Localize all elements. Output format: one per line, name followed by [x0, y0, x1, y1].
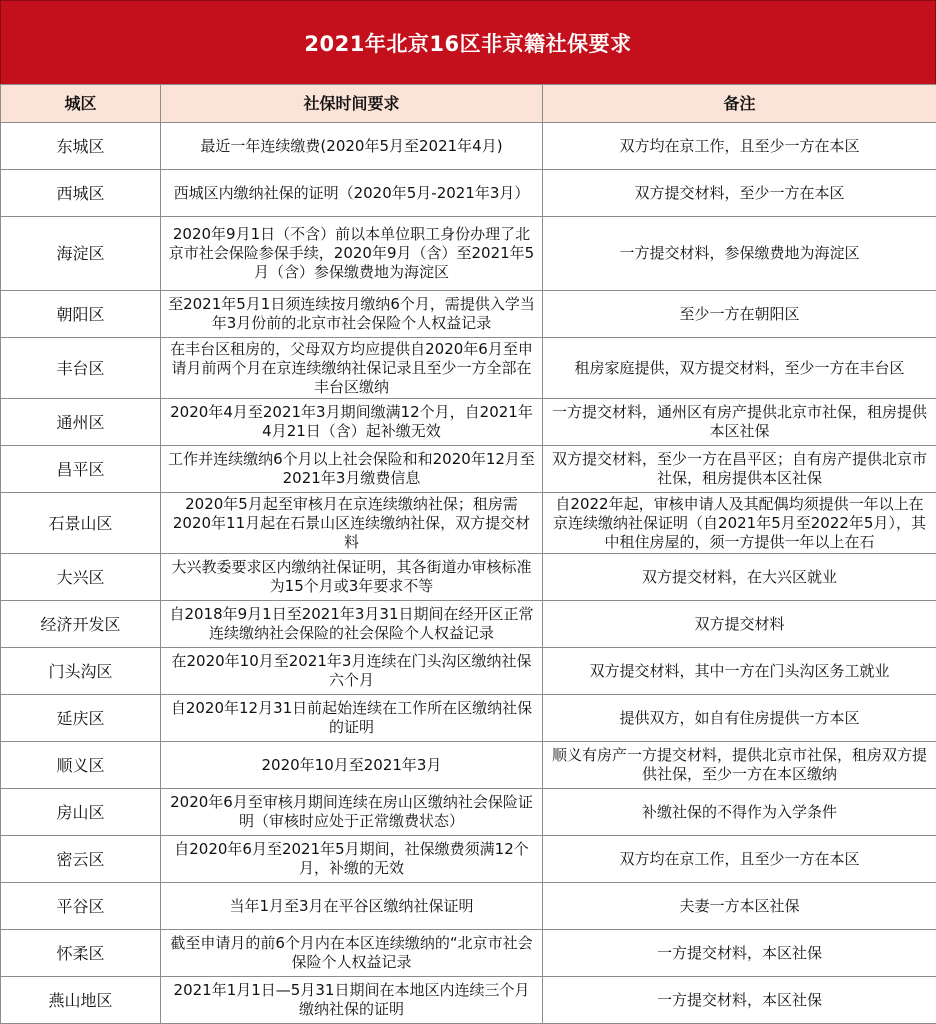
cell-requirement: 大兴教委要求区内缴纳社保证明，其各街道办审核标准为15个月或3年要求不等 [161, 554, 543, 601]
table-row [1, 742, 936, 789]
table-row [1, 291, 936, 338]
cell-note: 双方提交材料，其中一方在门头沟区务工就业 [543, 648, 936, 695]
cell-requirement: 自2020年6月至2021年5月期间，社保缴费须满12个月，补缴的无效 [161, 836, 543, 883]
table-row [1, 648, 936, 695]
cell-requirement: 西城区内缴纳社保的证明（2020年5月-2021年3月） [161, 170, 543, 217]
cell-requirement: 最近一年连续缴费(2020年5月至2021年4月) [161, 123, 543, 170]
header-requirement: 社保时间要求 [161, 85, 543, 123]
cell-requirement: 2020年9月1日（不含）前以本单位职工身份办理了北京市社会保险参保手续，2020年9月（含）至2021年5月（含）参保缴费地为海淀区 [161, 217, 543, 291]
cell-requirement: 截至申请月的前6个月内在本区连续缴纳的“北京市社会保险个人权益记录 [161, 930, 543, 977]
cell-requirement: 自2020年12月31日前起始连续在工作所在区缴纳社保的证明 [161, 695, 543, 742]
table-row [1, 170, 936, 217]
cell-district: 怀柔区 [1, 930, 161, 977]
cell-note: 双方提交材料，至少一方在本区 [543, 170, 936, 217]
cell-requirement: 2020年4月至2021年3月期间缴满12个月，自2021年4月21日（含）起补缴无效 [161, 399, 543, 446]
cell-district: 延庆区 [1, 695, 161, 742]
cell-district: 石景山区 [1, 493, 161, 554]
cell-note: 一方提交材料，本区社保 [543, 977, 936, 1024]
table-row [1, 883, 936, 930]
cell-note: 夫妻一方本区社保 [543, 883, 936, 930]
table-row [1, 399, 936, 446]
table-row [1, 123, 936, 170]
cell-note: 提供双方，如自有住房提供一方本区 [543, 695, 936, 742]
table-row [1, 930, 936, 977]
cell-note: 租房家庭提供，双方提交材料，至少一方在丰台区 [543, 338, 936, 399]
cell-district: 房山区 [1, 789, 161, 836]
cell-note: 双方均在京工作，且至少一方在本区 [543, 836, 936, 883]
cell-requirement: 2021年1月1日—5月31日期间在本地区内连续三个月缴纳社保的证明 [161, 977, 543, 1024]
cell-district: 燕山地区 [1, 977, 161, 1024]
requirements-table [0, 84, 936, 1024]
table-body [1, 123, 936, 1024]
cell-note: 一方提交材料，参保缴费地为海淀区 [543, 217, 936, 291]
cell-requirement: 在丰台区租房的，父母双方均应提供自2020年6月至申请月前两个月在京连续缴纳社保记录且至少一方全部在丰台区缴纳 [161, 338, 543, 399]
table-row [1, 977, 936, 1024]
cell-district: 顺义区 [1, 742, 161, 789]
table-row [1, 695, 936, 742]
cell-note: 至少一方在朝阳区 [543, 291, 936, 338]
page-title: 2021年北京16区非京籍社保要求 [0, 0, 936, 84]
cell-note: 自2022年起，审核申请人及其配偶均须提供一年以上在京连续缴纳社保证明（自2021年5月至2022年5月），其中租住房屋的，须一方提供一年以上在石 [543, 493, 936, 554]
cell-district: 经济开发区 [1, 601, 161, 648]
cell-district: 平谷区 [1, 883, 161, 930]
table-row [1, 554, 936, 601]
cell-district: 密云区 [1, 836, 161, 883]
cell-district: 通州区 [1, 399, 161, 446]
cell-requirement: 自2018年9月1日至2021年3月31日期间在经开区正常连续缴纳社会保险的社会保险个人权益记录 [161, 601, 543, 648]
cell-district: 门头沟区 [1, 648, 161, 695]
header-district: 城区 [1, 85, 161, 123]
table-row [1, 446, 936, 493]
cell-note: 一方提交材料，本区社保 [543, 930, 936, 977]
table-row [1, 601, 936, 648]
cell-district: 丰台区 [1, 338, 161, 399]
cell-note: 双方提交材料，至少一方在昌平区；自有房产提供北京市社保，租房提供本区社保 [543, 446, 936, 493]
table-row [1, 789, 936, 836]
cell-requirement: 2020年10月至2021年3月 [161, 742, 543, 789]
cell-district: 海淀区 [1, 217, 161, 291]
cell-note: 一方提交材料，通州区有房产提供北京市社保，租房提供本区社保 [543, 399, 936, 446]
table-header-row [1, 85, 936, 123]
cell-district: 朝阳区 [1, 291, 161, 338]
table-row [1, 338, 936, 399]
header-note: 备注 [543, 85, 936, 123]
table-row [1, 493, 936, 554]
cell-note: 双方提交材料 [543, 601, 936, 648]
table-row [1, 836, 936, 883]
cell-district: 昌平区 [1, 446, 161, 493]
cell-requirement: 2020年5月起至审核月在京连续缴纳社保；租房需2020年11月起在石景山区连续缴纳社保，双方提交材料 [161, 493, 543, 554]
cell-requirement: 2020年6月至审核月期间连续在房山区缴纳社会保险证明（审核时应处于正常缴费状态） [161, 789, 543, 836]
cell-requirement: 至2021年5月1日须连续按月缴纳6个月，需提供入学当年3月份前的北京市社会保险个人权益记录 [161, 291, 543, 338]
cell-requirement: 当年1月至3月在平谷区缴纳社保证明 [161, 883, 543, 930]
cell-district: 东城区 [1, 123, 161, 170]
table-row [1, 217, 936, 291]
cell-note: 双方提交材料，在大兴区就业 [543, 554, 936, 601]
cell-requirement: 在2020年10月至2021年3月连续在门头沟区缴纳社保六个月 [161, 648, 543, 695]
cell-note: 补缴社保的不得作为入学条件 [543, 789, 936, 836]
cell-requirement: 工作并连续缴纳6个月以上社会保险和和2020年12月至2021年3月缴费信息 [161, 446, 543, 493]
cell-note: 双方均在京工作，且至少一方在本区 [543, 123, 936, 170]
cell-note: 顺义有房产一方提交材料，提供北京市社保，租房双方提供社保，至少一方在本区缴纳 [543, 742, 936, 789]
cell-district: 大兴区 [1, 554, 161, 601]
cell-district: 西城区 [1, 170, 161, 217]
